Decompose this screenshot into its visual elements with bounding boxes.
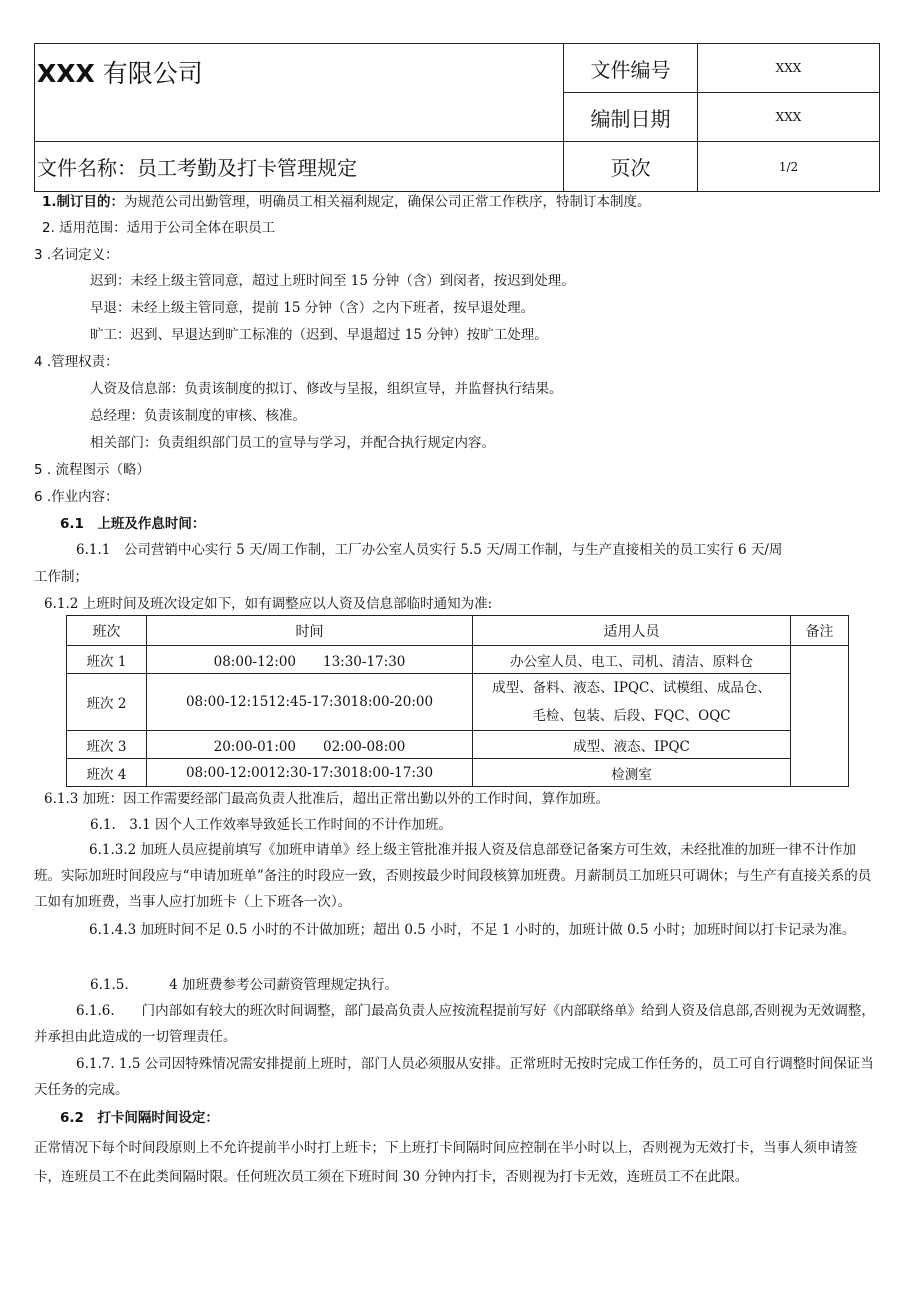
date-label: 编制日期	[564, 93, 698, 142]
clause-6-1-1-line2: 工作制；	[34, 569, 88, 585]
date-value: XXX	[698, 93, 880, 142]
section-6-2-heading: 6.2 打卡间隔时间设定：	[60, 1110, 219, 1126]
file-number-label: 文件编号	[564, 44, 698, 93]
clause-6-1-1-line1: 6.1.1 公司营销中心实行 5 天/周工作制，工厂办公室人员实行 5.5 天/周工作制，与生产直接相关的员工实行 6 天/周	[76, 542, 783, 558]
definition-late: 迟到：未经上级主管同意，超过上班时间至 15 分钟（含）到闵者，按迟到处理。	[90, 273, 575, 289]
clause-6-2: 正常情况下每个时间段原则上不允许提前半小时打上班卡；下上班打卡间隔时间应控制在半小时以上，否则视为无效打卡，当事人须申请签卡，连班员工不在此类间隔时限。任何班次员工须在下班时间 30 分钟内打卡，否则视为打卡无效，连班员工不在此限。	[34, 1140, 858, 1185]
page-value: 1/2	[698, 142, 880, 192]
clause-6-1-5: 6.1.5. 4 加班费参考公司薪资管理规定执行。	[90, 977, 399, 993]
section-6-1-heading: 6.1 上班及作息时间：	[60, 516, 206, 532]
time-cell: 08:00-12:0012:30-17:3018:00-17:30	[147, 759, 473, 787]
shift-cell: 班次 1	[67, 646, 147, 674]
duty-hr: 人资及信息部：负责该制度的拟订、修改与呈报，组织宣导，并监督执行结果。	[90, 381, 563, 397]
clause-6-1-6: 6.1.6. 门内部如有较大的班次时间调整，部门最高负责人应按流程提前写好《内部联络单》给到人资及信息部,否则视为无效调整，并承担由此造成的一切管理责任。	[34, 1003, 875, 1045]
time-cell: 08:00-12:00 13:30-17:30	[147, 646, 473, 674]
duty-gm: 总经理：负责该制度的审核、核准。	[90, 408, 306, 424]
section-4-heading: 4 .管理权责：	[34, 354, 119, 370]
definition-early-leave: 早退：未经上级主管同意，提前 15 分钟（含）之内下班者，按早退处理。	[90, 300, 535, 316]
clause-6-1-3: 6.1.3 加班：因工作需要经部门最高负责人批准后，超出正常出勤以外的工作时间，算作加班。	[44, 791, 610, 807]
definition-absence: 旷工：迟到、早退达到旷工标准的（迟到、早退超过 15 分钟）按旷工处理。	[90, 327, 548, 343]
staff-cell: 成型、液态、IPQC	[473, 731, 791, 759]
company-name: XXX 有限公司	[35, 44, 564, 142]
header-time: 时间	[147, 616, 473, 646]
time-cell: 20:00-01:00 02:00-08:00	[147, 731, 473, 759]
header-shift: 班次	[67, 616, 147, 646]
staff-cell: 办公室人员、电工、司机、清洁、原料仓	[473, 646, 791, 674]
clause-6-1-3-2: 6.1.3.2 加班人员应提前填写《加班申请单》经上级主管批准并报人资及信息部登记备案方可生效，未经批准的加班一律不计作加班。实际加班时间段应与“申请加班单”备注的时段应一致，否则按最少时间段核算加班费。月薪制员工加班只可调休；与生产有直接关系的员工如有加班费，当事人应打加班卡（上下班各一次）。	[34, 842, 872, 910]
shift-cell: 班次 2	[67, 674, 147, 731]
time-cell: 08:00-12:1512:45-17:3018:00-20:00	[147, 674, 473, 731]
table-row	[67, 646, 849, 674]
section-1: 1.制订目的：为规范公司出勤管理，明确员工相关福利规定，确保公司正常工作秩序，特制订本制度。	[42, 194, 651, 210]
clause-6-1-3-1: 6.1. 3.1 因个人工作效率导致延长工作时间的不计作加班。	[90, 817, 453, 833]
shift-cell: 班次 3	[67, 731, 147, 759]
clause-6-1-2: 6.1.2 上班时间及班次设定如下，如有调整应以人资及信息部临时通知为准:	[44, 596, 493, 612]
header-remark: 备注	[791, 616, 849, 646]
section-6-heading: 6 .作业内容：	[34, 489, 119, 505]
document-header-table	[34, 43, 880, 192]
document-name: 文件名称：员工考勤及打卡管理规定	[35, 142, 564, 192]
file-number-value: XXX	[698, 44, 880, 93]
staff-cell: 成型、备料、液态、IPQC、试模组、成品仓、 毛检、包装、后段、FQC、OQC	[473, 674, 791, 731]
section-3-heading: 3 .名词定义：	[34, 247, 119, 263]
shift-cell: 班次 4	[67, 759, 147, 787]
table-row	[67, 731, 849, 759]
remark-cell	[791, 646, 849, 787]
table-row	[67, 759, 849, 787]
section-2: 2. 适用范围：适用于公司全体在职员工	[42, 220, 276, 236]
clause-6-1-7: 6.1.7. 1.5 公司因特殊情况需安排提前上班时，部门人员必须服从安排。正常班时无按时完成工作任务的，员工可自行调整时间保证当天任务的完成。	[34, 1056, 874, 1098]
section-5-heading: 5 . 流程图示（略）	[34, 462, 150, 478]
shift-table	[66, 615, 849, 787]
header-staff: 适用人员	[473, 616, 791, 646]
table-row	[67, 674, 849, 731]
page-label: 页次	[564, 142, 698, 192]
staff-cell: 检测室	[473, 759, 791, 787]
duty-departments: 相关部门：负责组织部门员工的宣导与学习，并配合执行规定内容。	[90, 435, 495, 451]
clause-6-1-4: 6.1.4.3 加班时间不足 0.5 小时的不计做加班；超出 0.5 小时，不足 1 小时的，加班计做 0.5 小时；加班时间以打卡记录为准。	[89, 922, 856, 938]
